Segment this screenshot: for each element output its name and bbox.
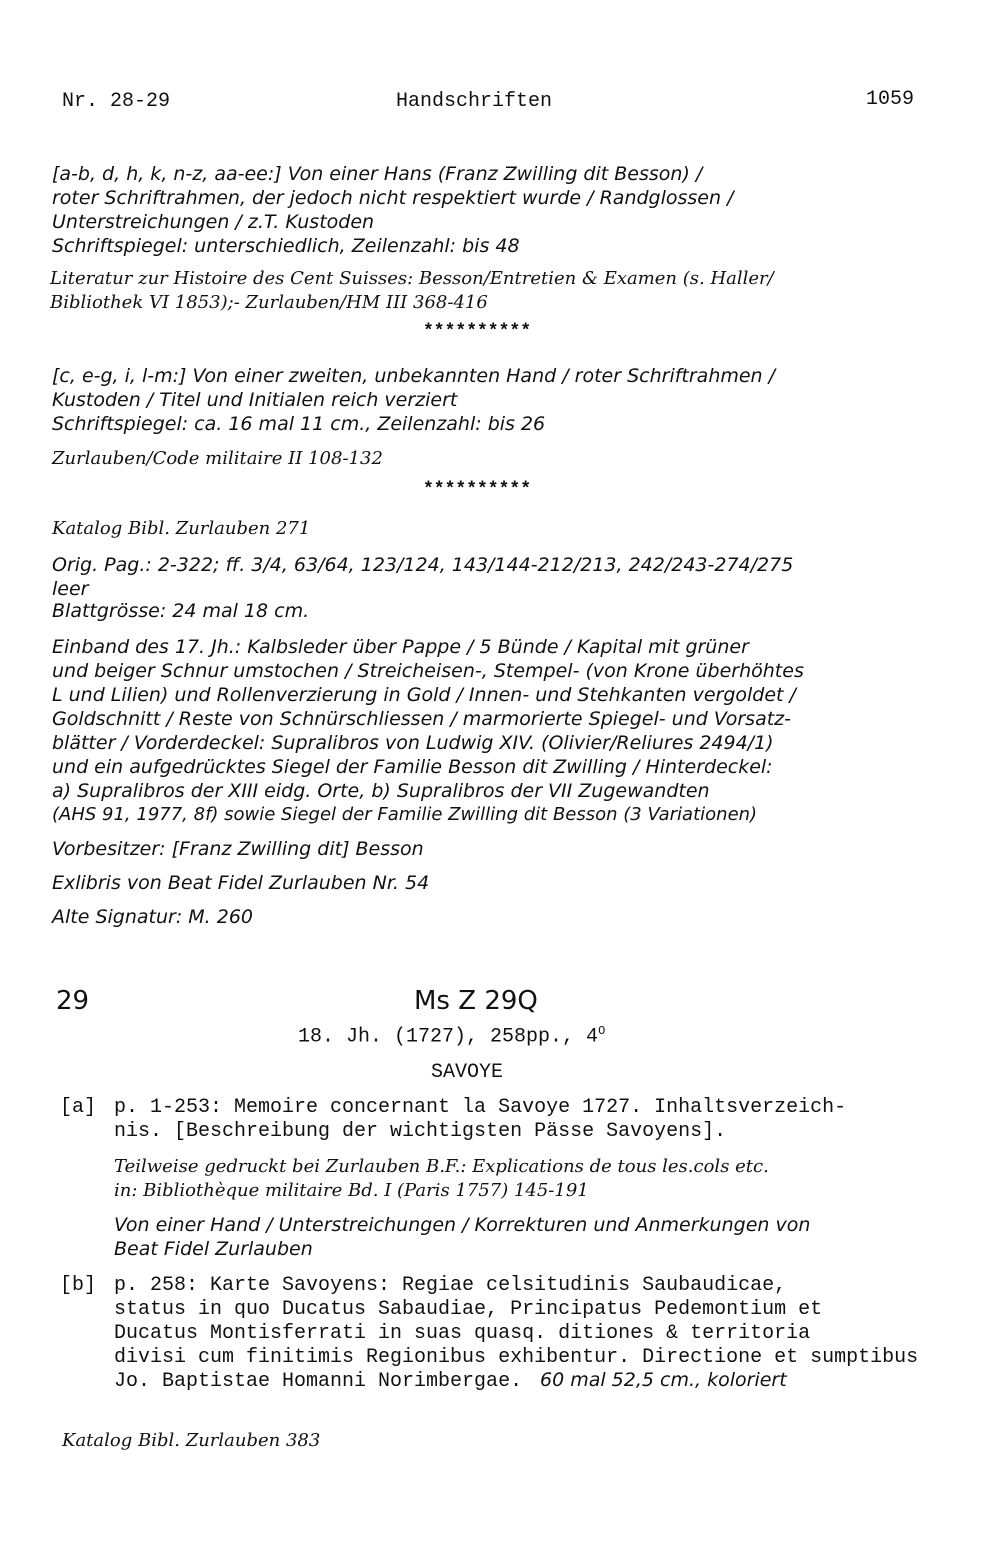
entry-date-format — [298, 1024, 605, 1049]
item-a-line-1: p. 1-253: Memoire concernant la Savoye 1727. Inhaltsverzeich- — [114, 1096, 847, 1119]
block1-line-3: Unterstreichungen / z.T. Kustoden — [52, 211, 375, 233]
item-a-hand-2: Beat Fidel Zurlauben — [114, 1238, 313, 1260]
item-a-hand-1: Von einer Hand / Unterstreichungen / Korrekturen und Anmerkungen von — [114, 1214, 811, 1236]
page-header-title: Handschriften — [396, 90, 553, 113]
separator-stars: ********** — [423, 322, 532, 342]
block1-literature-2: Bibliothek VI 1853);- Zurlauben/HM III 368-416 — [50, 292, 488, 313]
block1-literature-1: Literatur zur Histoire des Cent Suisses: Besson/Entretien & Examen (s. Haller/ — [50, 268, 774, 289]
entry-title: SAVOYE — [431, 1061, 504, 1084]
pagination-line-2: leer — [52, 578, 89, 600]
item-a-label: [a] — [60, 1096, 97, 1119]
einband-line-1: Einband des 17. Jh.: Kalbsleder über Pappe / 5 Bünde / Kapital mit grüner — [52, 636, 749, 658]
entry-number: 29 — [56, 986, 90, 1016]
item-b-line-3: Ducatus Montisferrati in suas quasq. ditiones & territoria — [114, 1322, 811, 1345]
item-b-line-5: Jo. Baptistae Homanni Norimbergae. — [114, 1370, 523, 1393]
block2-line-2: Kustoden / Titel und Initialen reich verziert — [52, 389, 458, 411]
entry-date-text: 18. Jh. (1727), 258pp., 4 — [298, 1025, 599, 1049]
item-a-note-1: Teilweise gedruckt bei Zurlauben B.F.: Explications de tous les.cols etc. — [114, 1156, 769, 1177]
block2-line-1: [c, e-g, i, l-m:] Von einer zweiten, unbekannten Hand / roter Schriftrahmen / — [52, 365, 776, 387]
item-a-line-2: nis. [Beschreibung der wichtigsten Pässe Savoyens]. — [114, 1120, 727, 1143]
block2-line-3: Schriftspiegel: ca. 16 mal 11 cm., Zeilenzahl: bis 26 — [52, 413, 546, 435]
page-header-left: Nr. 28-29 — [62, 90, 171, 113]
vorbesitzer: Vorbesitzer: [Franz Zwilling dit] Besson — [52, 838, 424, 860]
block1-line-2: roter Schriftrahmen, der jedoch nicht respektiert wurde / Randglossen / — [52, 187, 734, 209]
einband-line-8: (AHS 91, 1977, 8f) sowie Siegel der Familie Zwilling dit Besson (3 Variationen) — [52, 804, 758, 825]
einband-line-4: Goldschnitt / Reste von Schnürschliessen / marmorierte Spiegel- und Vorsatz- — [52, 708, 791, 730]
entry-format-superscript: O — [598, 1024, 606, 1038]
block1-line-1: [a-b, d, h, k, n-z, aa-ee:] Von einer Hans (Franz Zwilling dit Besson) / — [52, 163, 703, 185]
katalog-reference: Katalog Bibl. Zurlauben 383 — [62, 1430, 321, 1451]
item-b-line-2: status in quo Ducatus Sabaudiae, Principatus Pedemontium et — [114, 1298, 823, 1321]
block2-literature: Zurlauben/Code militaire II 108-132 — [52, 448, 383, 469]
katalog-reference: Katalog Bibl. Zurlauben 271 — [52, 518, 311, 539]
einband-line-2: und beiger Schnur umstochen / Streicheisen-, Stempel- (von Krone überhöhtes — [52, 660, 804, 682]
einband-line-3: L und Lilien) und Rollenverzierung in Gold / Innen- und Stehkanten vergoldet / — [52, 684, 796, 706]
item-b-label: [b] — [60, 1274, 97, 1297]
alte-signatur: Alte Signatur: M. 260 — [52, 906, 254, 928]
block1-line-4: Schriftspiegel: unterschiedlich, Zeilenzahl: bis 48 — [52, 235, 520, 257]
exlibris: Exlibris von Beat Fidel Zurlauben Nr. 54 — [52, 872, 430, 894]
item-b-line-4: divisi cum finitimis Regionibus exhibentur. Directione et sumptibus — [114, 1346, 919, 1369]
einband-line-6: und ein aufgedrücktes Siegel der Familie Besson dit Zwilling / Hinterdeckel: — [52, 756, 773, 778]
item-b-line-1: p. 258: Karte Savoyens: Regiae celsitudinis Saubaudicae, — [114, 1274, 787, 1297]
item-a-note-2: in: Bibliothèque militaire Bd. I (Paris 1757) 145-191 — [114, 1180, 589, 1201]
blattgroesse: Blattgrösse: 24 mal 18 cm. — [52, 600, 310, 622]
einband-line-7: a) Supralibros der XIII eidg. Orte, b) Supralibros der VII Zugewandten — [52, 780, 710, 802]
separator-stars: ********** — [423, 480, 532, 500]
pagination-line-1: Orig. Pag.: 2-322; ff. 3/4, 63/64, 123/124, 143/144-212/213, 242/243-274/275 — [52, 554, 794, 576]
page-number: 1059 — [866, 88, 915, 111]
einband-line-5: blätter / Vorderdeckel: Supralibros von Ludwig XIV. (Olivier/Reliures 2494/1) — [52, 732, 774, 754]
item-b-size: 60 mal 52,5 cm., koloriert — [540, 1369, 787, 1391]
shelfmark: Ms Z 29Q — [414, 986, 538, 1016]
